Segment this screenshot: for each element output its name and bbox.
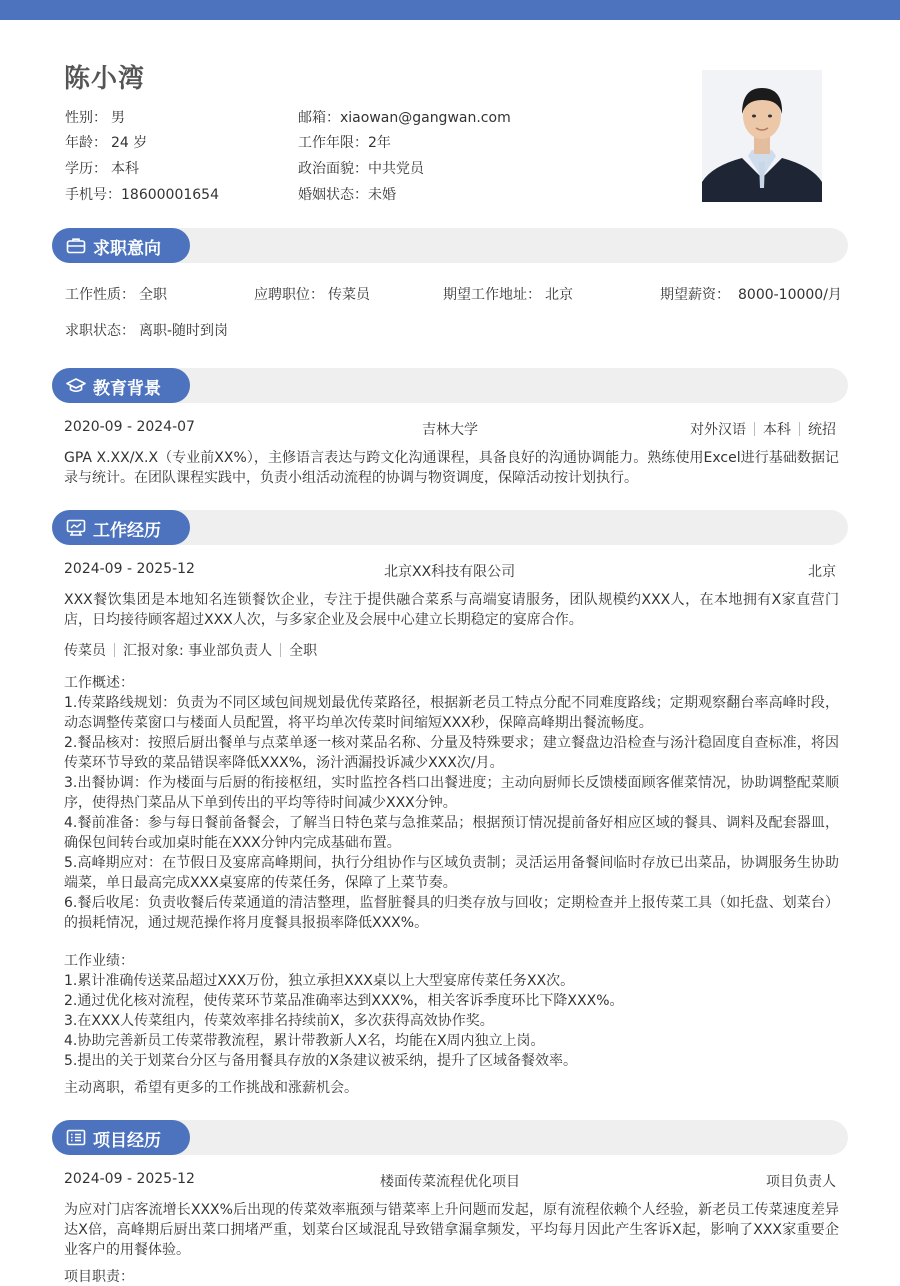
info-marital-status: 婚姻状态：未婚	[298, 187, 396, 203]
section-header-project	[52, 1120, 848, 1155]
work-achievement-item: 4.协助完善新员工传菜带教流程，累计带教新人X名，均能在X周内独立上岗。	[64, 1033, 545, 1049]
intent-position: 应聘职位： 传菜员	[254, 287, 370, 303]
work-leave-reason: 主动离职，希望有更多的工作挑战和涨薪机会。	[64, 1080, 358, 1096]
intent-salary: 期望薪资： 8000-10000/月	[660, 287, 842, 303]
section-title-education: 教育背景	[93, 379, 161, 399]
work-overview-item: 6.餐后收尾：负责收餐后传菜通道的清洁整理，监督脏餐具的归类存放与回收；定期检查并上报传菜工具（如托盘、划菜台）的损耗情况，通过规范操作将月度餐具报损率降低XXX%。	[64, 895, 839, 931]
info-work-years: 工作年限：2年	[298, 135, 391, 151]
work-company-intro: XXX餐饮集团是本地知名连锁餐饮企业，专注于提供融合菜系与高端宴请服务，团队规模约XXX人，在本地拥有X家直营门店，日均接待顾客超过XXX人次，与多家企业及会展中心建立长期稳定的宴席合作。	[64, 592, 839, 628]
section-header-intent	[52, 228, 848, 263]
work-achievement-item: 5.提出的关于划菜台分区与备用餐具存放的X条建议被采纳，提升了区域备餐效率。	[64, 1053, 577, 1069]
work-overview-item: 3.出餐协调：作为楼面与后厨的衔接枢纽，实时监控各档口出餐进度；主动向厨师长反馈楼面顾客催菜情况，协助调整配菜顺序，使得热门菜品从下单到传出的平均等待时间减少XXX分钟。	[64, 775, 839, 811]
info-gender: 性别： 男	[65, 110, 125, 126]
education-major: 对外汉语	[690, 422, 746, 438]
work-role: 传菜员	[64, 643, 106, 659]
section-header-work	[52, 510, 848, 545]
info-education: 学历： 本科	[65, 161, 139, 177]
work-achievements-title: 工作业绩：	[64, 953, 134, 969]
info-email: 邮箱：xiaowan@gangwan.com	[298, 110, 511, 126]
work-city: 北京	[808, 564, 836, 580]
list-document-icon	[66, 1129, 86, 1146]
intent-status: 求职状态： 离职-随时到岗	[65, 323, 229, 339]
section-tab-work	[52, 510, 190, 545]
work-date: 2024-09 - 2025-12	[64, 561, 195, 577]
work-overview	[64, 673, 839, 933]
work-job-type: 全职	[289, 643, 318, 659]
work-company: 北京XX科技有限公司	[384, 564, 516, 580]
work-overview-item: 1.传菜路线规划：负责为不同区域包间规划最优传菜路径，根据新老员工特点分配不同难度路线；定期观察翻台率高峰时段，动态调整传菜窗口与楼面人员配置，将平均单次传菜时间缩短XXX秒，保障高峰期出餐流畅度。	[64, 695, 839, 731]
profile-photo	[702, 70, 822, 202]
education-degree: 本科	[763, 422, 791, 438]
work-overview-item: 4.餐前准备：参与每日餐前备餐会，了解当日特色菜与急推菜品；根据预订情况提前备好相应区域的餐具、调料及配套器皿，确保包间转台或加桌时能在XXX分钟内完成基础布置。	[64, 815, 839, 851]
project-role: 项目负责人	[766, 1174, 836, 1190]
project-date: 2024-09 - 2025-12	[64, 1171, 195, 1187]
education-tags	[690, 419, 836, 439]
info-age: 年龄： 24 岁	[65, 135, 148, 151]
work-tags	[64, 640, 317, 660]
intent-location: 期望工作地址： 北京	[443, 287, 573, 303]
graduation-cap-icon	[66, 377, 86, 394]
top-accent-bar	[0, 0, 900, 20]
section-tab-education	[52, 368, 190, 403]
section-header-education	[52, 368, 848, 403]
info-phone: 手机号：18600001654	[65, 187, 219, 203]
section-tab-intent	[52, 228, 190, 263]
section-title-work: 工作经历	[93, 521, 161, 541]
project-name: 楼面传菜流程优化项目	[380, 1174, 520, 1190]
education-date: 2020-09 - 2024-07	[64, 419, 195, 435]
work-overview-item: 2.餐品核对：按照后厨出餐单与点菜单逐一核对菜品名称、分量及特殊要求；建立餐盘边沿检查与汤汁稳固度自查标准，将因传菜环节导致的菜品错误率降低XXX%，汤汁洒漏投诉减少XXX次/月。	[64, 735, 839, 771]
work-achievement-item: 1.累计准确传送菜品超过XXX万份，独立承担XXX桌以上大型宴席传菜任务XX次。	[64, 973, 575, 989]
work-overview-title: 工作概述：	[64, 675, 134, 691]
section-title-intent: 求职意向	[93, 239, 161, 259]
presentation-board-icon	[66, 519, 86, 536]
work-achievement-item: 3.在XXX人传菜组内，传菜效率排名持续前X，多次获得高效协作奖。	[64, 1013, 494, 1029]
intent-job-type: 工作性质： 全职	[65, 287, 167, 303]
briefcase-icon	[66, 237, 86, 254]
project-description: 为应对门店客流增长XXX%后出现的传菜效率瓶颈与错菜率上升问题而发起，原有流程依赖个人经验，新老员工传菜速度差异达X倍，高峰期后厨出菜口拥堵严重，划菜台区域混乱导致错拿漏拿频发，平均每月因此产生客诉X起，影响了XXX家重要企业客户的用餐体验。	[64, 1202, 839, 1258]
section-tab-project	[52, 1120, 190, 1155]
education-school: 吉林大学	[422, 422, 478, 438]
work-achievements	[64, 951, 839, 1071]
education-description: GPA X.XX/X.X（专业前XX%），主修语言表达与跨文化沟通课程，具备良好的沟通协调能力。熟练使用Excel进行基础数据记录与统计。在团队课程实践中，负责小组活动流程的协调与物资调度，保障活动按计划执行。	[64, 450, 839, 486]
education-enrollment: 统招	[808, 422, 836, 438]
work-achievement-item: 2.通过优化核对流程，使传菜环节菜品准确率达到XXX%，相关客诉季度环比下降XXX%。	[64, 993, 624, 1009]
work-report-to: 汇报对象: 事业部负责人	[123, 643, 273, 659]
work-overview-item: 5.高峰期应对：在节假日及宴席高峰期间，执行分组协作与区域负责制；灵活运用备餐间临时存放已出菜品，协调服务生协助端菜，单日最高完成XXX桌宴席的传菜任务，保障了上菜节奏。	[64, 855, 839, 891]
project-duties-label: 项目职责：	[64, 1269, 134, 1285]
candidate-name: 陈小湾	[64, 64, 146, 94]
section-title-project: 项目经历	[93, 1131, 161, 1151]
info-political-status: 政治面貌：中共党员	[298, 161, 424, 177]
